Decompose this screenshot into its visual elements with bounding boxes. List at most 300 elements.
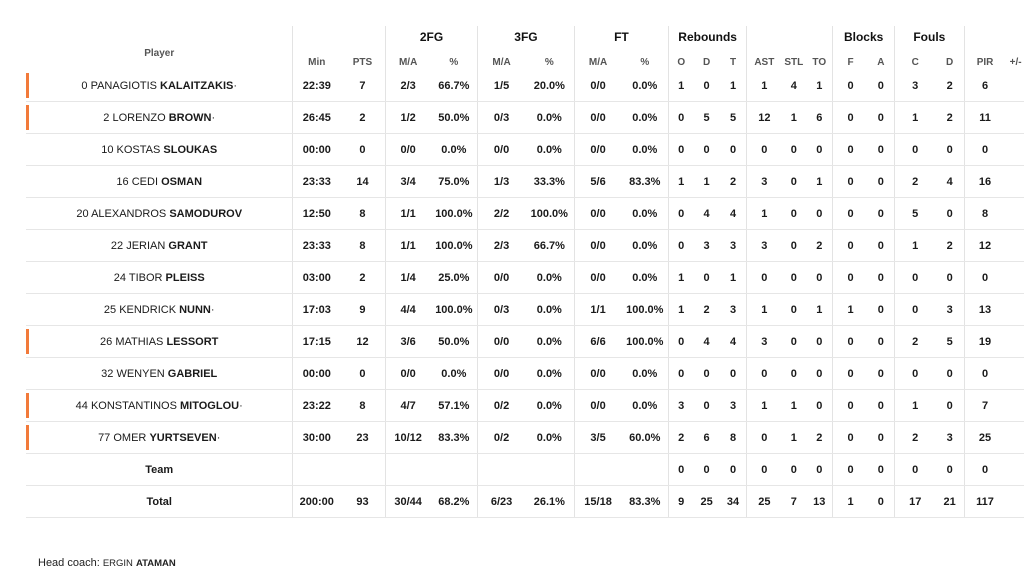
stat-ft-ma: 5/6 <box>574 166 621 198</box>
starter-marker <box>26 329 29 354</box>
stat-to: 0 <box>806 326 833 358</box>
total-row <box>26 486 1024 518</box>
stat-fg3-pct: 66.7% <box>525 230 574 262</box>
col-3fg-ma: M/A <box>492 57 511 68</box>
col-2fg-ma: M/A <box>398 57 418 68</box>
stat-stl: 1 <box>782 102 807 134</box>
stat-to: 2 <box>806 422 833 454</box>
stat-ft-ma: 0/0 <box>574 230 621 262</box>
player-number: 10 <box>101 143 114 156</box>
stat-t: 0 <box>720 454 747 486</box>
stat-ast: 0 <box>747 422 782 454</box>
stat-to: 13 <box>806 486 833 518</box>
stat-fg3-ma: 0/0 <box>478 134 525 166</box>
head-coach-last-name: ATAMAN <box>135 558 176 569</box>
player-first-name: KONSTANTINOS <box>90 399 177 412</box>
col-ft-ma: M/A <box>588 57 608 68</box>
player-name-cell[interactable] <box>26 166 293 198</box>
stat-fd: 2 <box>936 102 965 134</box>
player-last-name: BROWN <box>168 111 212 124</box>
stat-fg3-pct: 0.0% <box>525 262 574 294</box>
player-row <box>26 326 1024 358</box>
stat-ft-ma: 15/18 <box>574 486 621 518</box>
stat-fd: 0 <box>936 134 965 166</box>
stat-pm <box>1005 198 1024 230</box>
stat-fg3-ma: 0/3 <box>478 294 525 326</box>
stat-d: 0 <box>693 70 720 102</box>
stat-pts: 8 <box>340 198 385 230</box>
stat-o: 3 <box>669 390 694 422</box>
player-last-name: PLEISS <box>165 271 205 284</box>
stat-t: 8 <box>720 422 747 454</box>
stat-o: 9 <box>669 486 694 518</box>
stat-to: 0 <box>806 358 833 390</box>
stat-pir: 13 <box>964 294 1005 326</box>
player-name-cell[interactable] <box>26 198 293 230</box>
stat-bf: 0 <box>833 70 868 102</box>
stat-o: 0 <box>669 198 694 230</box>
stat-fg3-pct: 26.1% <box>525 486 574 518</box>
stat-fg3-pct: 100.0% <box>525 198 574 230</box>
stat-d: 4 <box>693 198 720 230</box>
starter-marker <box>26 73 29 98</box>
stat-ft-ma: 0/0 <box>574 198 621 230</box>
stat-to: 6 <box>806 102 833 134</box>
stat-fg2-pct: 50.0% <box>430 102 477 134</box>
player-name-cell[interactable] <box>26 230 293 262</box>
stat-fg3-pct: 0.0% <box>525 390 574 422</box>
group-blocks: Blocks <box>833 26 895 48</box>
col-blk-a: A <box>868 48 895 70</box>
stat-ft-pct: 83.3% <box>621 486 668 518</box>
stat-fc: 1 <box>894 390 935 422</box>
stat-t: 1 <box>720 262 747 294</box>
stat-d: 5 <box>693 102 720 134</box>
stat-fg3-pct: 0.0% <box>525 358 574 390</box>
starter-marker <box>26 393 29 418</box>
stat-pm <box>1005 422 1024 454</box>
stat-fg2-pct: 57.1% <box>430 390 477 422</box>
stat-fc: 0 <box>894 262 935 294</box>
stat-d: 0 <box>693 390 720 422</box>
stat-fg2-ma: 1/2 <box>385 102 430 134</box>
stat-ast: 1 <box>747 294 782 326</box>
stat-bf: 0 <box>833 102 868 134</box>
stat-ba: 0 <box>868 230 895 262</box>
stat-ba: 0 <box>868 294 895 326</box>
stat-bf: 0 <box>833 166 868 198</box>
stat-fg3-pct <box>525 454 574 486</box>
stat-min: 17:15 <box>293 326 340 358</box>
col-min: Min <box>308 57 326 68</box>
player-first-name: KENDRICK <box>119 303 177 316</box>
player-first-name: OMER <box>113 431 147 444</box>
player-name-cell[interactable] <box>26 262 293 294</box>
player-dot: · <box>211 111 216 124</box>
stat-min: 00:00 <box>293 134 340 166</box>
stat-o: 0 <box>669 102 694 134</box>
stat-ft-pct: 0.0% <box>621 134 668 166</box>
player-last-name: MITOGLOU <box>180 399 240 412</box>
stat-fd: 0 <box>936 262 965 294</box>
team-label: Team <box>26 454 293 486</box>
stat-fc: 2 <box>894 326 935 358</box>
stat-pm <box>1005 486 1024 518</box>
stat-fg3-pct: 0.0% <box>525 134 574 166</box>
stat-o: 0 <box>669 134 694 166</box>
stat-stl: 4 <box>782 70 807 102</box>
player-dot: · <box>216 431 221 444</box>
stat-ast: 0 <box>747 134 782 166</box>
col-foul-d: D <box>936 48 965 70</box>
stat-fg2-pct: 100.0% <box>430 230 477 262</box>
stat-ft-ma: 1/1 <box>574 294 621 326</box>
player-row <box>26 230 1024 262</box>
stat-t: 4 <box>720 326 747 358</box>
player-last-name: GRANT <box>168 239 208 252</box>
player-dot: · <box>210 303 215 316</box>
stat-fg3-pct: 0.0% <box>525 294 574 326</box>
stat-bf: 1 <box>833 294 868 326</box>
stat-fg3-ma: 0/0 <box>478 358 525 390</box>
stat-ba: 0 <box>868 486 895 518</box>
stat-ba: 0 <box>868 166 895 198</box>
player-number: 22 <box>110 239 124 252</box>
stat-fc: 1 <box>894 102 935 134</box>
stat-pm <box>1005 134 1024 166</box>
player-number: 25 <box>103 303 117 316</box>
stat-o: 1 <box>669 70 694 102</box>
stat-ft-pct: 0.0% <box>621 230 668 262</box>
player-number: 2 <box>103 111 110 124</box>
player-first-name: MATHIAS <box>115 335 164 348</box>
stat-fg2-ma: 4/7 <box>385 390 430 422</box>
stat-ast: 1 <box>747 390 782 422</box>
stat-pts: 0 <box>340 358 385 390</box>
col-pir: PIR <box>976 57 994 68</box>
stat-fc: 0 <box>894 134 935 166</box>
stat-fg2-pct: 100.0% <box>430 198 477 230</box>
stat-ast: 0 <box>747 358 782 390</box>
player-row <box>26 390 1024 422</box>
stat-t: 3 <box>720 230 747 262</box>
stat-ba: 0 <box>868 198 895 230</box>
stat-stl: 0 <box>782 294 807 326</box>
stat-fg2-pct: 25.0% <box>430 262 477 294</box>
stat-stl: 1 <box>782 390 807 422</box>
stat-pir: 0 <box>964 134 1005 166</box>
stat-fd: 0 <box>936 390 965 422</box>
stat-fg2-ma: 30/44 <box>385 486 430 518</box>
stat-ft-pct: 0.0% <box>621 70 668 102</box>
stat-pir: 19 <box>964 326 1005 358</box>
stat-t: 1 <box>720 70 747 102</box>
stat-d: 0 <box>693 454 720 486</box>
stat-min: 23:33 <box>293 230 340 262</box>
stat-ba: 0 <box>868 262 895 294</box>
stat-min: 23:33 <box>293 166 340 198</box>
player-last-name: NUNN <box>179 303 211 316</box>
stat-ast: 0 <box>747 262 782 294</box>
stat-fg2-ma: 10/12 <box>385 422 430 454</box>
stat-ba: 0 <box>868 358 895 390</box>
stat-fg2-ma: 1/1 <box>385 230 430 262</box>
stat-min: 12:50 <box>293 198 340 230</box>
stat-pm <box>1005 166 1024 198</box>
stat-o: 0 <box>669 230 694 262</box>
player-first-name: KOSTAS <box>116 143 161 156</box>
stat-pm <box>1005 294 1024 326</box>
stat-pir: 7 <box>964 390 1005 422</box>
stat-d: 0 <box>693 358 720 390</box>
col-blk-f: F <box>847 57 854 68</box>
player-row <box>26 166 1024 198</box>
player-last-name: LESSORT <box>166 335 219 348</box>
stat-d: 0 <box>693 262 720 294</box>
stat-ft-ma <box>574 454 621 486</box>
stat-pm <box>1005 70 1024 102</box>
column-header-row <box>26 48 1024 70</box>
stat-ast: 3 <box>747 326 782 358</box>
stat-fg3-ma: 2/2 <box>478 198 525 230</box>
stat-fg3-ma: 1/3 <box>478 166 525 198</box>
stat-o: 0 <box>669 326 694 358</box>
stat-fd: 2 <box>936 70 965 102</box>
stat-ast: 0 <box>747 454 782 486</box>
stat-d: 25 <box>693 486 720 518</box>
player-name-cell[interactable] <box>26 294 293 326</box>
player-number: 16 <box>116 175 129 188</box>
stat-t: 34 <box>720 486 747 518</box>
player-name-cell[interactable] <box>26 422 293 454</box>
starter-marker <box>26 105 29 130</box>
total-label: Total <box>26 486 293 518</box>
stat-to: 0 <box>806 454 833 486</box>
stat-pts: 2 <box>340 102 385 134</box>
player-row <box>26 198 1024 230</box>
stat-pts: 0 <box>340 134 385 166</box>
stat-fg2-ma: 0/0 <box>385 134 430 166</box>
stat-fd: 3 <box>936 422 965 454</box>
player-name-cell[interactable] <box>26 390 293 422</box>
stat-ba: 0 <box>868 102 895 134</box>
stat-to: 1 <box>806 166 833 198</box>
group-rebounds: Rebounds <box>669 26 747 48</box>
stat-t: 4 <box>720 198 747 230</box>
player-first-name: TIBOR <box>128 271 163 284</box>
player-last-name: KALAITZAKIS <box>160 79 234 92</box>
player-name-cell[interactable] <box>26 70 293 102</box>
stat-to: 1 <box>806 294 833 326</box>
stat-ft-ma: 0/0 <box>574 390 621 422</box>
stat-fc: 0 <box>894 294 935 326</box>
stat-min: 30:00 <box>293 422 340 454</box>
stat-fc: 2 <box>894 166 935 198</box>
stat-fg2-pct: 75.0% <box>430 166 477 198</box>
stat-o: 1 <box>669 262 694 294</box>
group-3fg: 3FG <box>478 26 574 48</box>
stat-o: 1 <box>669 294 694 326</box>
stat-pm <box>1005 390 1024 422</box>
stat-fg3-ma: 0/2 <box>478 390 525 422</box>
stat-pts: 23 <box>340 422 385 454</box>
stat-fg2-pct: 66.7% <box>430 70 477 102</box>
stat-o: 2 <box>669 422 694 454</box>
stat-ft-ma: 0/0 <box>574 70 621 102</box>
col-reb-t: T <box>720 48 747 70</box>
stat-fd: 21 <box>936 486 965 518</box>
stat-o: 1 <box>669 166 694 198</box>
stat-fg2-pct: 83.3% <box>430 422 477 454</box>
player-row <box>26 294 1024 326</box>
player-number: 77 <box>98 431 111 444</box>
player-header-spacer <box>26 26 293 48</box>
stat-ft-pct: 83.3% <box>621 166 668 198</box>
stat-stl: 0 <box>782 454 807 486</box>
player-first-name: LORENZO <box>112 111 166 124</box>
stat-to: 0 <box>806 198 833 230</box>
player-first-name: WENYEN <box>116 367 165 380</box>
stat-fc: 17 <box>894 486 935 518</box>
player-first-name: PANAGIOTIS <box>90 79 157 92</box>
stat-fg2-ma: 3/6 <box>385 326 430 358</box>
stat-pir: 117 <box>964 486 1005 518</box>
player-number: 44 <box>75 399 88 412</box>
stat-fg3-ma: 0/3 <box>478 102 525 134</box>
stat-pts: 9 <box>340 294 385 326</box>
stat-pm <box>1005 262 1024 294</box>
stat-pts: 93 <box>340 486 385 518</box>
col-foul-c: C <box>911 57 919 68</box>
table-header <box>26 26 1024 70</box>
stat-ast: 1 <box>747 70 782 102</box>
player-dot: · <box>239 399 243 412</box>
stat-bf: 0 <box>833 230 868 262</box>
stat-ft-pct: 0.0% <box>621 262 668 294</box>
col-plus-minus: +/- <box>1009 57 1022 68</box>
col-pts: PTS <box>340 48 385 70</box>
stat-ft-ma: 0/0 <box>574 102 621 134</box>
stat-pm <box>1005 230 1024 262</box>
col-to: TO <box>806 48 833 70</box>
stat-fg2-ma: 1/4 <box>385 262 430 294</box>
stat-fg3-ma: 2/3 <box>478 230 525 262</box>
stat-pir: 0 <box>964 358 1005 390</box>
stat-d: 6 <box>693 422 720 454</box>
stat-ft-ma: 0/0 <box>574 358 621 390</box>
stat-stl: 0 <box>782 230 807 262</box>
stat-fg3-ma: 6/23 <box>478 486 525 518</box>
stat-fg2-pct: 50.0% <box>430 326 477 358</box>
stat-pm <box>1005 358 1024 390</box>
stat-ft-pct: 100.0% <box>621 326 668 358</box>
stat-fc: 0 <box>894 454 935 486</box>
stat-fd: 2 <box>936 230 965 262</box>
stat-fc: 1 <box>894 230 935 262</box>
player-name-cell[interactable] <box>26 326 293 358</box>
player-name-cell[interactable] <box>26 134 293 166</box>
head-coach-first-name: ERGIN <box>102 558 133 569</box>
stat-pir: 0 <box>964 454 1005 486</box>
stat-ast: 25 <box>747 486 782 518</box>
stat-fd: 0 <box>936 454 965 486</box>
stat-pir: 12 <box>964 230 1005 262</box>
stat-min: 17:03 <box>293 294 340 326</box>
col-ast: AST <box>754 57 775 68</box>
stat-ft-pct: 0.0% <box>621 102 668 134</box>
col-ft-pct: % <box>621 48 668 70</box>
stat-ft-ma: 6/6 <box>574 326 621 358</box>
player-row <box>26 134 1024 166</box>
stat-pir: 25 <box>964 422 1005 454</box>
stat-bf: 0 <box>833 454 868 486</box>
stat-fg3-pct: 33.3% <box>525 166 574 198</box>
stat-fg3-ma <box>478 454 525 486</box>
stat-fg2-ma: 3/4 <box>385 166 430 198</box>
player-row <box>26 70 1024 102</box>
player-last-name: GABRIEL <box>167 367 218 380</box>
stat-fc: 5 <box>894 198 935 230</box>
stat-to: 1 <box>806 70 833 102</box>
player-first-name: CEDI <box>131 175 158 188</box>
stat-fg3-ma: 0/0 <box>478 262 525 294</box>
stat-t: 2 <box>720 166 747 198</box>
stat-min: 23:22 <box>293 390 340 422</box>
player-last-name: SAMODUROV <box>169 207 243 220</box>
stat-stl: 0 <box>782 134 807 166</box>
stat-ast: 3 <box>747 166 782 198</box>
player-row <box>26 262 1024 294</box>
player-first-name: JERIAN <box>126 239 166 252</box>
boxscore-table <box>26 26 1024 518</box>
stat-pir: 6 <box>964 70 1005 102</box>
stat-stl: 0 <box>782 198 807 230</box>
stat-ft-pct: 100.0% <box>621 294 668 326</box>
player-name-cell[interactable] <box>26 358 293 390</box>
col-2fg-pct: % <box>430 48 477 70</box>
stat-t: 0 <box>720 358 747 390</box>
stat-min <box>293 454 340 486</box>
stat-fc: 0 <box>894 358 935 390</box>
player-name-cell[interactable] <box>26 102 293 134</box>
stat-t: 3 <box>720 390 747 422</box>
stat-bf: 0 <box>833 262 868 294</box>
stat-pm <box>1005 326 1024 358</box>
head-coach-label: Head coach: <box>38 557 100 569</box>
stat-bf: 0 <box>833 198 868 230</box>
player-row <box>26 422 1024 454</box>
group-fouls: Fouls <box>894 26 964 48</box>
stat-o: 0 <box>669 454 694 486</box>
stat-min: 26:45 <box>293 102 340 134</box>
stat-pir: 16 <box>964 166 1005 198</box>
stat-fg2-ma: 0/0 <box>385 358 430 390</box>
stat-ft-pct <box>621 454 668 486</box>
stat-pm <box>1005 454 1024 486</box>
starter-marker <box>26 425 29 450</box>
stat-bf: 0 <box>833 422 868 454</box>
player-last-name: OSMAN <box>161 175 203 188</box>
stat-ft-ma: 0/0 <box>574 262 621 294</box>
stat-pts <box>340 454 385 486</box>
col-player: Player <box>26 48 293 70</box>
stat-to: 0 <box>806 262 833 294</box>
stat-ft-pct: 0.0% <box>621 390 668 422</box>
stat-t: 3 <box>720 294 747 326</box>
player-dot: · <box>233 79 238 92</box>
stat-fg3-pct: 20.0% <box>525 70 574 102</box>
player-last-name: SLOUKAS <box>163 143 218 156</box>
